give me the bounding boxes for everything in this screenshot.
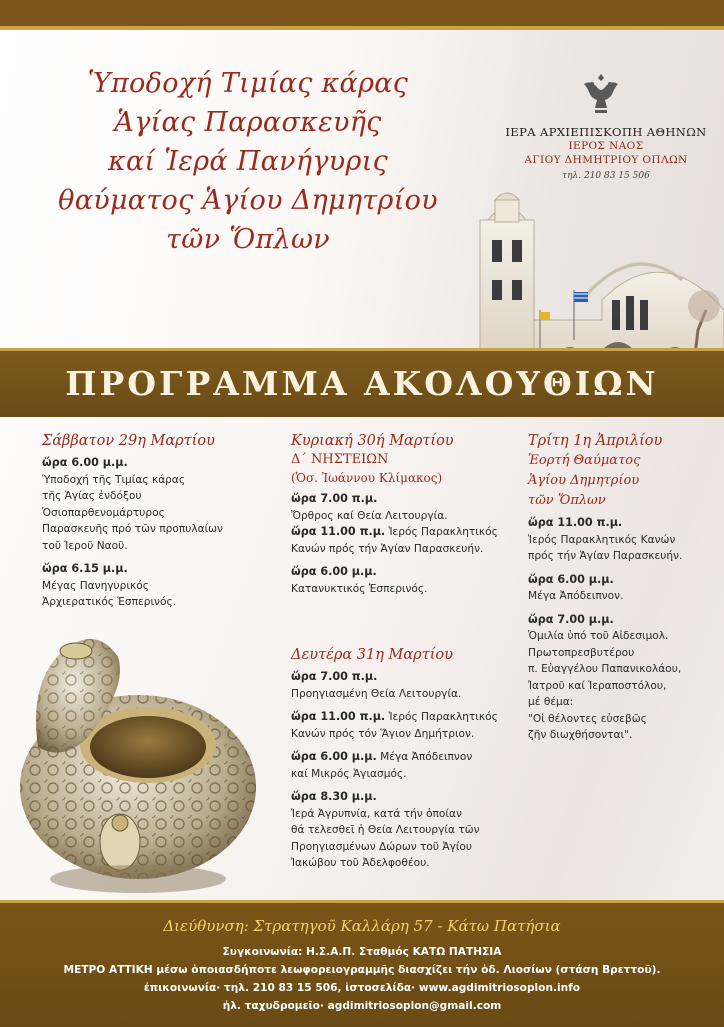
service-time: ὥρα 11.00 π.μ. (291, 710, 386, 723)
service-time: ὥρα 7.00 μ.μ. (528, 612, 614, 626)
reliquary-image (8, 617, 288, 900)
service-time: ὥρα 7.00 π.μ. (291, 670, 378, 683)
service-inline-text: Ἱερός Παρακλητικός (388, 711, 498, 723)
service-time: ὥρα 8.30 μ.μ. (291, 790, 377, 803)
service-description: Κατανυκτικός Ἑσπερινός. (291, 582, 428, 595)
text-line: Ὁμιλία ὑπό τοῦ Αἰδεσιμολ. (528, 630, 669, 642)
schedule-column-tuesday (528, 431, 718, 744)
email-line: ἠλ. ταχυδρομεῖο· agdimitriosoplon@gmail.com (222, 1000, 502, 1012)
service-time: ὥρα 11.00 π.μ. (291, 525, 386, 538)
service-description (528, 628, 718, 744)
hero-title-line: Ὑποδοχή Τιμίας κάρας (87, 68, 409, 99)
program-banner (0, 348, 724, 417)
service-inline-text: Ἱερός Παρακλητικός (388, 526, 498, 538)
text-line: τῆς Ἁγίας ἐνδόξου (42, 490, 142, 502)
hero-title-line: θαύματος Ἁγίου Δημητρίου (58, 185, 438, 216)
hero-title-line: Ἁγίας Παρασκευῆς (114, 107, 382, 138)
text-line: Προηγιασμένων Δώρων τοῦ Ἁγίου (291, 840, 473, 853)
text-line: Ἰακώβου τοῦ Ἀδελφοθέου. (291, 857, 430, 869)
service-description (42, 472, 242, 555)
day-heading: Δευτέρα 31η Μαρτίου (291, 647, 453, 663)
day-subtitle: Ἁγίου Δημητρίου (528, 473, 640, 488)
service-description: Κανών πρός τήν Ἁγίαν Παρασκευήν. (291, 542, 484, 555)
hero-title-line: τῶν Ὅπλων (166, 224, 330, 255)
service-time: ὥρα 6.00 μ.μ. (291, 750, 377, 763)
schedule-column-sunday (291, 431, 506, 597)
text-line: Ἱερά Ἀγρυπνία, κατά τήν ὁποίαν (291, 807, 462, 820)
text-line: "Οἱ θέλοντες εὐσεβῶς (528, 712, 647, 725)
transport-line: Συγκοινωνία: Η.Σ.Α.Π. Σταθμός ΚΑΤΩ ΠΑΤΗΣΙΑ (222, 946, 502, 958)
schedule-column-monday (291, 645, 506, 872)
hero-title (18, 64, 478, 259)
footer (0, 900, 724, 1027)
text-line: Μέγας Πανηγυρικός (42, 579, 149, 592)
day-subtitle: Ἑορτή Θαύματος (528, 453, 641, 468)
church-image (462, 180, 724, 348)
text-line: Ὑποδοχή τῆς Τιμίας κάρας (42, 473, 186, 486)
service-time: ὥρα 11.00 π.μ. (528, 516, 623, 529)
day-heading: Κυριακή 30ή Μαρτίου (291, 433, 454, 449)
text-line: Ἱερός Παρακλητικός Κανών (528, 533, 676, 546)
metro-line: ΜΕΤΡΟ ΑΤΤΙΚΗ μέσω ὁποιασδήποτε λεωφορειογραμμῆς διασχίζει τήν ὁδ. Λιοσίων (στάση Βρεττοῦ). (63, 964, 661, 976)
service-time: ὥρα 7.00 π.μ. (291, 492, 378, 505)
service-time: ὥρα 6.00 μ.μ. (291, 565, 377, 578)
double-headed-eagle-icon (580, 70, 622, 116)
service-entry (291, 524, 506, 541)
top-band (0, 0, 724, 26)
org-line-3: ΑΓΙΟΥ ΔΗΜΗΤΡΙΟΥ ΟΠΛΩΝ (524, 154, 688, 166)
text-line: Ὁσιοπαρθενομάρτυρος (42, 506, 165, 519)
text-line: θά τελεσθεῖ ἡ Θεία Λειτουργία τῶν (291, 824, 480, 836)
contact-line: ἐπικοινωνία· τηλ. 210 83 15 506, ἱστοσελίδα· www.agdimitriosoplon.info (143, 982, 581, 994)
hero-title-line: καί Ἱερά Πανήγυρις (107, 146, 388, 177)
service-time: ὥρα 6.00 μ.μ. (528, 572, 614, 586)
text-line: μέ θέμα: (528, 696, 574, 708)
service-description (528, 532, 718, 565)
service-time: ὥρα 6.15 μ.μ. (42, 562, 128, 575)
day-subtitle: Δ΄ ΝΗΣΤΕΙΩΝ (291, 452, 389, 467)
text-line: π. Εὐαγγέλου Παπανικολάου, (528, 663, 682, 675)
day-subtitle: τῶν Ὅπλων (528, 493, 606, 508)
service-description (291, 806, 506, 872)
service-description: Μέγα Ἀπόδειπνον. (528, 590, 624, 602)
program-title: ΠΡΟΓΡΑΜΜΑ ΑΚΟΛΟΥΘΙΩΝ (65, 364, 659, 403)
service-description: Κανών πρός τόν Ἅγιον Δημήτριον. (291, 727, 475, 740)
schedule-column-saturday (42, 431, 242, 611)
address: Διεύθυνση: Στρατηγοῦ Καλλάρη 57 - Κάτω Πατήσια (163, 917, 561, 935)
service-entry (291, 709, 506, 726)
org-phone: τηλ. 210 83 15 506 (562, 171, 650, 181)
service-entry (291, 749, 506, 766)
text-line: Ἀρχιερατικός Ἑσπερινός. (42, 596, 177, 608)
hero-section (0, 30, 724, 348)
text-line: Ἰατροῦ καί Ἱεραποστόλου, (528, 679, 667, 692)
day-heading: Τρίτη 1η Ἀπριλίου (528, 433, 663, 449)
service-time: ὥρα 6.00 μ.μ. (42, 456, 128, 469)
service-description (42, 578, 242, 611)
org-line-2: ΙΕΡΟΣ ΝΑΟΣ (568, 140, 644, 152)
day-heading: Σάββατον 29η Μαρτίου (42, 433, 215, 449)
text-line: Παρασκευῆς πρό τῶν προπυλαίων (42, 523, 223, 535)
service-description: καί Μικρός Ἁγιασμός. (291, 767, 407, 780)
text-line: Πρωτοπρεσβυτέρου (528, 646, 635, 659)
schedule-area (0, 417, 724, 900)
service-description: Προηγιασμένη Θεία Λειτουργία. (291, 687, 462, 700)
service-description: Ὄρθρος καί Θεία Λειτουργία. (291, 509, 448, 522)
organization-block (490, 125, 722, 181)
org-line-1: ΙΕΡΑ ΑΡΧΙΕΠΙΣΚΟΠΗ ΑΘΗΝΩΝ (505, 125, 707, 139)
day-subtitle: (Ὁσ. Ἰωάννου Κλίμακος) (291, 471, 443, 485)
text-line: ζῆν διωχθήσονται". (528, 729, 633, 741)
text-line: πρός τήν Ἁγίαν Παρασκευήν. (528, 550, 683, 562)
text-line: τοῦ Ἱεροῦ Ναοῦ. (42, 539, 128, 552)
service-inline-text: Μέγα Ἀπόδειπνον (380, 751, 473, 763)
